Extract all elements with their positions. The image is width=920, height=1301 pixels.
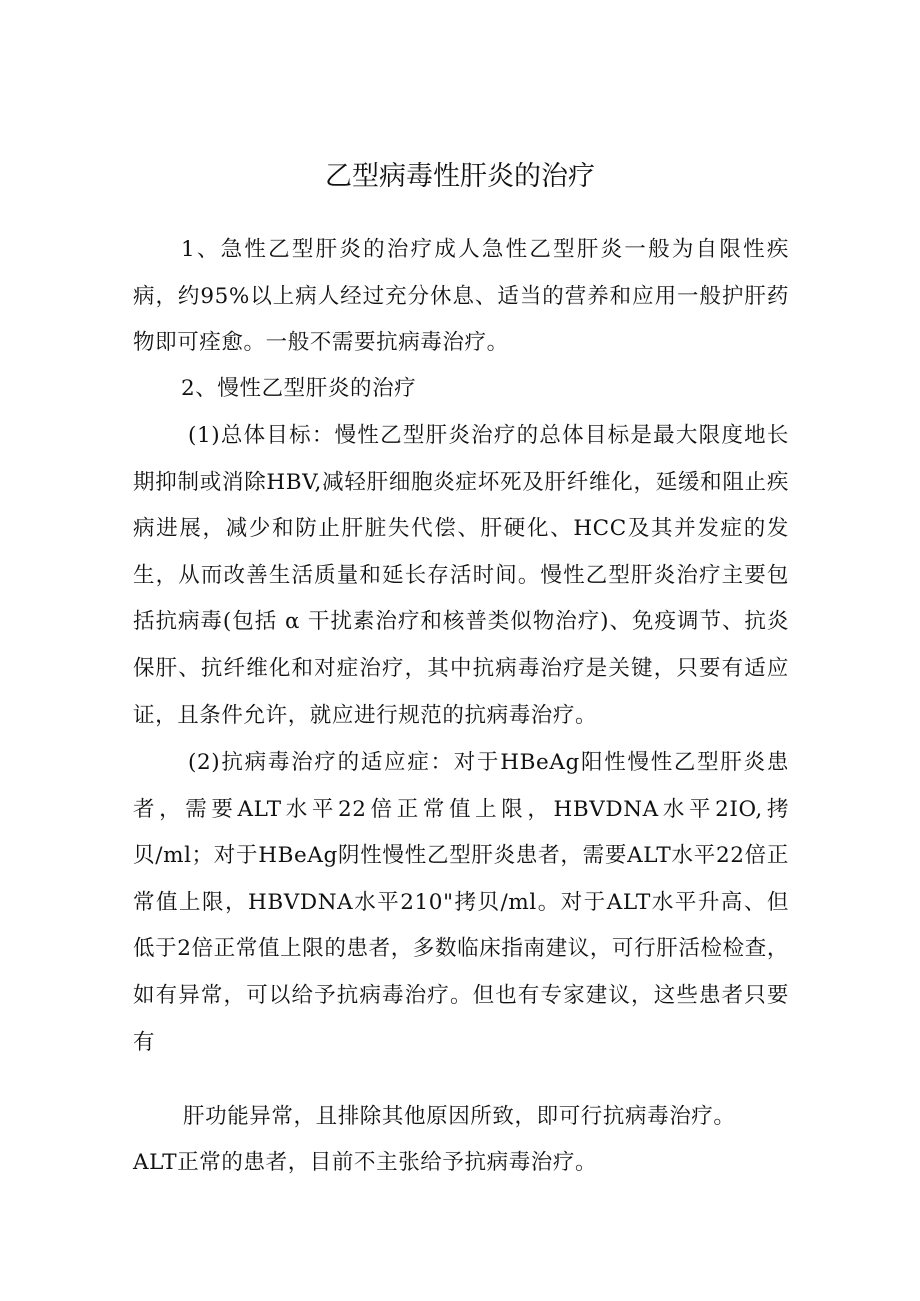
- paragraph-antiviral-indications: (2)抗病毒治疗的适应症：对于HBeAg阳性慢性乙型肝炎患者，需要ALT水平22倍正常值上限，HBVDNA水平2IO,拷贝/ml；对于HBeAg阴性慢性乙型肝炎患者，需要ALT水平22倍正常值上限，HBVDNA水平210"拷贝/ml。对于ALT水平升高、但低于2倍正常值上限的患者，多数临床指南建议，可行肝活检检查，如有异常，可以给予抗病毒治疗。但也有专家建议，这些患者只要有: [133, 750, 789, 1055]
- paragraph-overall-goal: (1)总体目标：慢性乙型肝炎治疗的总体目标是最大限度地长期抑制或消除HBV,减轻肝细胞炎症坏死及肝纤维化，延缓和阻止疾病进展，减少和防止肝脏失代偿、肝硬化、HCC及其并发症的发生，从而改善生活质量和延长存活时间。慢性乙型肝炎治疗主要包括抗病毒(包括 α 干扰素治疗和核普类似物治疗)、免疫调节、抗炎保肝、抗纤维化和对症治疗，其中抗病毒治疗是关键，只要有适应证，且条件允许，就应进行规范的抗病毒治疗。: [133, 423, 789, 728]
- paragraph-alt-normal: ALT正常的患者，目前不主张给予抗病毒治疗。: [133, 1150, 598, 1175]
- paragraph-acute-hepatitis-b: 1、急性乙型肝炎的治疗成人急性乙型肝炎一般为自限性疾病，约95%以上病人经过充分休息、适当的营养和应用一般护肝药物即可痊愈。一般不需要抗病毒治疗。: [133, 237, 789, 356]
- paragraph-liver-function-abnormal: 肝功能异常，且排除其他原因所致，即可行抗病毒治疗。: [183, 1104, 736, 1129]
- heading-chronic-hepatitis-b: 2、慢性乙型肝炎的治疗: [181, 376, 417, 401]
- page-title: 乙型病毒性肝炎的治疗: [325, 161, 595, 192]
